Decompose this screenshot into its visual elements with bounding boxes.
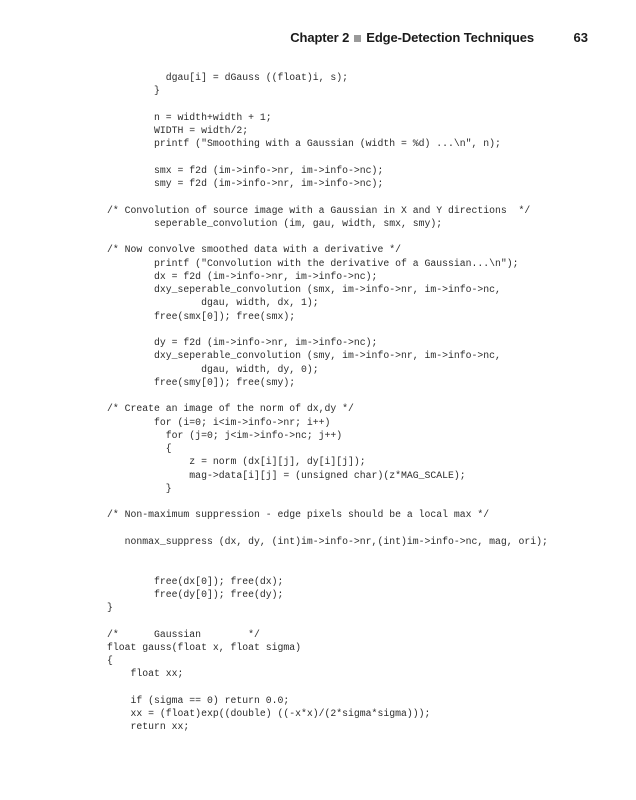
code-line: dxy_seperable_convolution (smy, im->info->nr, im->info->nc, — [107, 350, 501, 362]
code-line: dgau[i] = dGauss ((float)i, s); — [107, 72, 349, 83]
code-line: free(smy[0]); free(smy); — [107, 376, 296, 388]
chapter-heading — [290, 30, 534, 45]
code-line: seperable_convolution (im, gau, width, smx, smy); — [107, 217, 443, 229]
code-line: /* Gaussian */ — [107, 628, 260, 640]
code-line — [107, 323, 627, 336]
code-line: n = width+width + 1; — [107, 111, 272, 123]
code-line: } — [107, 85, 160, 97]
separator-square-icon — [354, 35, 361, 42]
code-line — [107, 389, 627, 402]
code-line: mag->data[i][j] = (unsigned char)(z*MAG_SCALE); — [107, 469, 466, 481]
code-line: free(dy[0]); free(dy); — [107, 588, 284, 600]
code-line: return xx; — [107, 721, 190, 733]
code-line: smy = f2d (im->info->nr, im->info->nc); — [107, 178, 384, 189]
code-line: /* Now convolve smoothed data with a derivative */ — [107, 244, 401, 256]
running-header — [0, 28, 636, 48]
code-line: xx = (float)exp((double) ((-x*x)/(2*sigma*sigma))); — [107, 708, 431, 719]
code-line: { — [107, 655, 113, 666]
code-line: dgau, width, dy, 0); — [107, 363, 319, 375]
code-line — [107, 98, 627, 111]
code-line: } — [107, 602, 113, 613]
code-line: float gauss(float x, float sigma) — [107, 641, 302, 653]
code-line: nonmax_suppress (dx, dy, (int)im->info->nr,(int)im->info->nc, mag, ori); — [107, 535, 548, 547]
code-line — [107, 561, 627, 574]
code-line — [107, 681, 627, 694]
code-line — [107, 230, 627, 243]
code-line: free(smx[0]); free(smx); — [107, 310, 296, 322]
code-line: dgau, width, dx, 1); — [107, 297, 319, 309]
code-line: { — [107, 443, 172, 454]
code-line: dy = f2d (im->info->nr, im->info->nc); — [107, 337, 378, 348]
chapter-label: Chapter 2 — [290, 30, 350, 45]
code-line: /* Non-maximum suppression - edge pixels should be a local max */ — [107, 509, 490, 521]
code-line: /* Convolution of source image with a Gaussian in X and Y directions */ — [107, 204, 531, 216]
code-line: /* Create an image of the norm of dx,dy */ — [107, 403, 354, 415]
page-number: 63 — [573, 30, 588, 45]
code-line — [107, 522, 627, 535]
chapter-title: Edge-Detection Techniques — [366, 30, 534, 45]
code-line: smx = f2d (im->info->nr, im->info->nc); — [107, 164, 384, 176]
code-line: dx = f2d (im->info->nr, im->info->nc); — [107, 270, 378, 282]
code-line: free(dx[0]); free(dx); — [107, 575, 284, 587]
code-line: printf ("Convolution with the derivative of a Gaussian...\n"); — [107, 257, 519, 269]
code-line: for (i=0; i<im->info->nr; i++) — [107, 416, 331, 428]
code-line: printf ("Smoothing with a Gaussian (width = %d) ...\n", n); — [107, 138, 501, 150]
code-line: if (sigma == 0) return 0.0; — [107, 694, 290, 706]
code-line: } — [107, 482, 172, 494]
code-line — [107, 190, 627, 203]
code-line: z = norm (dx[i][j], dy[i][j]); — [107, 456, 366, 468]
code-line — [107, 151, 627, 164]
code-line: float xx; — [107, 668, 184, 680]
code-line: for (j=0; j<im->info->nc; j++) — [107, 429, 343, 441]
code-line: dxy_seperable_convolution (smx, im->info->nr, im->info->nc, — [107, 284, 501, 295]
code-line — [107, 495, 627, 508]
code-line — [107, 548, 627, 561]
code-listing — [107, 71, 627, 734]
code-line: WIDTH = width/2; — [107, 125, 249, 136]
code-line — [107, 614, 627, 627]
